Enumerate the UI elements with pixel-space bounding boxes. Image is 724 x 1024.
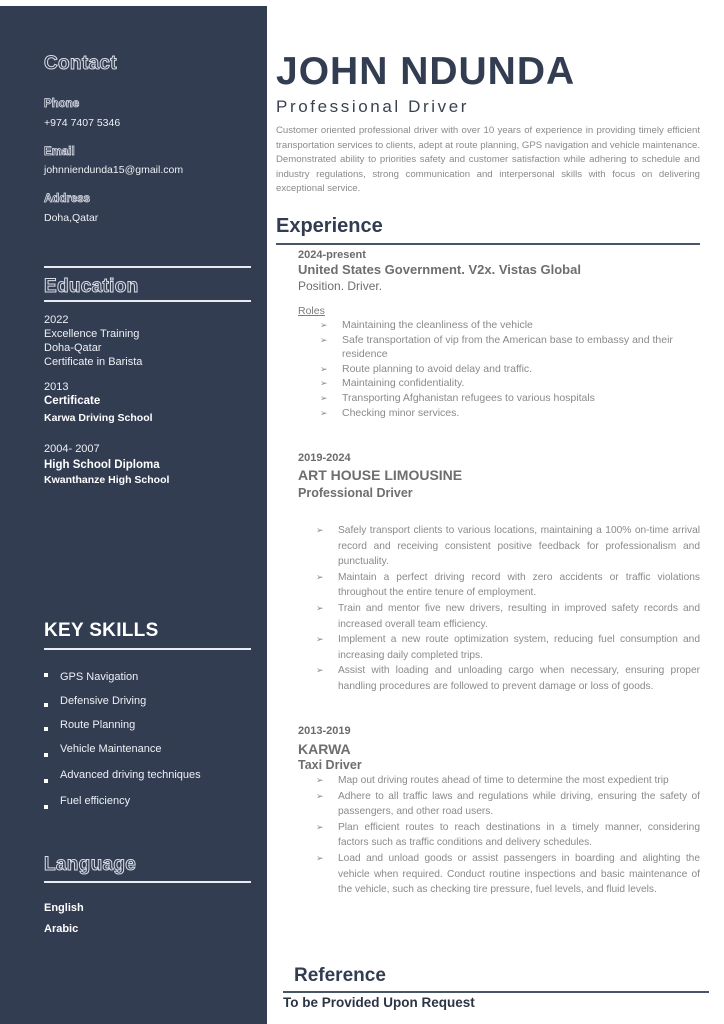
divider [44,648,251,650]
candidate-role: Professional Driver [276,97,470,116]
list-item [298,773,700,789]
job-position: Position. Driver. [298,279,383,293]
job-company: KARWA [298,741,351,757]
education-year: 2013 [44,381,69,393]
bullet-text: Maintaining the cleanliness of the vehicle [342,319,533,331]
job-position: Taxi Driver [298,758,362,772]
bullet-text: Route planning to avoid delay and traffic. [342,362,533,375]
list-item [298,789,700,820]
arrow-bullet-icon: ➢ [320,363,328,374]
reference-heading: Reference [294,965,386,986]
list-item [298,632,700,663]
education-entry [44,313,142,369]
list-item [298,601,700,632]
job-period: 2013-2019 [298,725,351,737]
sidebar [0,6,267,1024]
divider [283,991,709,993]
arrow-bullet-icon: ➢ [316,571,324,582]
arrow-bullet-icon: ➢ [316,775,324,785]
skills-heading: KEY SKILLS [44,620,159,641]
skill-item [44,671,138,683]
bullet-text: Maintaining confidentiality. [342,377,465,390]
bullet-icon [44,673,48,677]
divider [44,266,251,268]
phone-value: +974 7407 5346 [44,117,121,129]
arrow-bullet-icon: ➢ [316,634,324,645]
address-value: Doha,Qatar [44,212,99,224]
bullet-text: Assist with loading and unloading cargo when necessary, ensuring proper handling procedures are followed to prevent damage or loss of goods. [338,665,700,692]
arrow-bullet-icon: ➢ [320,407,328,418]
education-line: Certificate in Barista [44,356,143,368]
main-content [267,0,724,1024]
job-position: Professional Driver [298,486,413,500]
list-item [298,851,700,898]
job-company: United States Government. V2x. Vistas Global [298,262,581,277]
bullet-text: Implement a new route optimization system, reducing fuel consumption and increasing daily completed trips. [338,634,700,661]
arrow-bullet-icon: ➢ [316,602,324,613]
bullet-text: Map out driving routes ahead of time to determine the most expedient trip [338,775,669,786]
arrow-bullet-icon: ➢ [316,525,324,535]
candidate-name: JOHN NDUNDA [276,50,576,93]
arrow-bullet-icon: ➢ [320,378,328,389]
job-period: 2024-present [298,249,366,261]
address-label: Address [44,193,91,205]
arrow-bullet-icon: ➢ [320,320,328,330]
job-entry [298,724,700,898]
education-school: Karwa Driving School [44,412,153,424]
bullet-icon [44,703,48,707]
email-label: Email [44,146,75,158]
bullet-text: Checking minor services. [342,406,460,419]
bullet-text: Load and unload goods or assist passengers in boarding and alighting the vehicle when required. Conduct routine inspections and basic maintenance of the vehicle, such as checking tire pressure, fuel levels, and fluid levels. [338,852,700,896]
roles-label: Roles [298,305,325,317]
arrow-bullet-icon: ➢ [316,821,324,832]
phone-label: Phone [44,98,80,110]
skill-label: Advanced driving techniques [60,769,201,781]
list-item [298,376,700,391]
language-item: English [44,902,84,914]
job-entry [298,248,700,420]
skill-label: Vehicle Maintenance [60,743,162,755]
education-school: Kwanthanze High School [44,474,170,486]
bullet-icon [44,753,48,757]
skill-item [44,719,135,731]
job-period: 2019-2024 [298,452,351,464]
list-item [298,406,700,421]
language-heading: Language [44,854,137,875]
reference-text: To be Provided Upon Request [283,995,475,1010]
skill-item [44,795,130,807]
education-line: Excellence Training [44,328,140,340]
arrow-bullet-icon: ➢ [320,334,328,345]
job-company: ART HOUSE LIMOUSINE [298,467,463,483]
bullet-icon [44,727,48,731]
divider [44,881,251,883]
bullet-text: Maintain a perfect driving record with zero accidents or traffic violations throughout the entire tenure of employment. [338,571,700,599]
job-entry [298,451,700,695]
list-item [298,663,700,694]
skill-item [44,695,146,707]
job-bullets [298,773,700,898]
bullet-text: Safely transport clients to various locations, maintaining a 100% on-time arrival record and receiving consistent positive feedback for professionalism and punctuality. [338,525,700,568]
bullet-icon [44,805,48,809]
skill-item [44,743,162,755]
list-item [298,333,700,362]
education-entry [44,380,153,425]
list-item [298,318,700,333]
arrow-bullet-icon: ➢ [316,852,324,863]
list-item [298,391,700,406]
list-item [298,362,700,377]
skill-label: Defensive Driving [60,695,147,707]
education-year: 2022 [44,314,69,326]
skill-label: Fuel efficiency [60,795,131,807]
profile-summary: Customer oriented professional driver with over 10 years of experience in providing timely efficient transportation services to clients, adept at route planning, GPS navigation and vehicle maintenance. Demonstrated ability to priorities safety and customer satisfaction while adhering to schedule and industry regulations, strong communication and interpersonal skills with focus on delivering exceptional service. [276,125,700,195]
email-value: johnniendunda15@gmail.com [44,164,184,176]
bullet-text: Plan efficient routes to reach destinations in a timely manner, considering factors such as traffic conditions and delivery schedules. [338,821,700,849]
education-title: High School Diploma [44,459,160,471]
bullet-text: Safe transportation of vip from the American base to embassy and their residence [342,333,673,361]
experience-heading: Experience [276,215,383,237]
arrow-bullet-icon: ➢ [320,392,328,403]
bullet-text: Adhere to all traffic laws and regulations while driving, ensuring the safety of passengers, and other road users. [338,790,700,818]
divider [44,300,251,302]
list-item [298,570,700,601]
skill-label: GPS Navigation [60,671,139,683]
divider [276,243,700,245]
arrow-bullet-icon: ➢ [316,665,324,676]
education-line: Doha-Qatar [44,342,102,354]
list-item [298,820,700,851]
bullet-text: Transporting Afghanistan refugees to various hospitals [342,391,595,404]
job-bullets [298,523,700,695]
education-entry [44,442,169,487]
arrow-bullet-icon: ➢ [316,790,324,801]
bullet-icon [44,779,48,783]
education-heading: Education [44,276,139,297]
education-year: 2004- 2007 [44,443,100,455]
job-bullets [298,318,700,420]
list-item [298,523,700,570]
language-item: Arabic [44,923,79,935]
contact-heading: Contact [44,53,117,74]
skill-item [44,769,201,781]
skill-label: Route Planning [60,719,136,731]
bullet-text: Train and mentor five new drivers, resulting in improved safety records and increased overall team efficiency. [338,602,700,630]
education-title: Certificate [44,395,101,407]
